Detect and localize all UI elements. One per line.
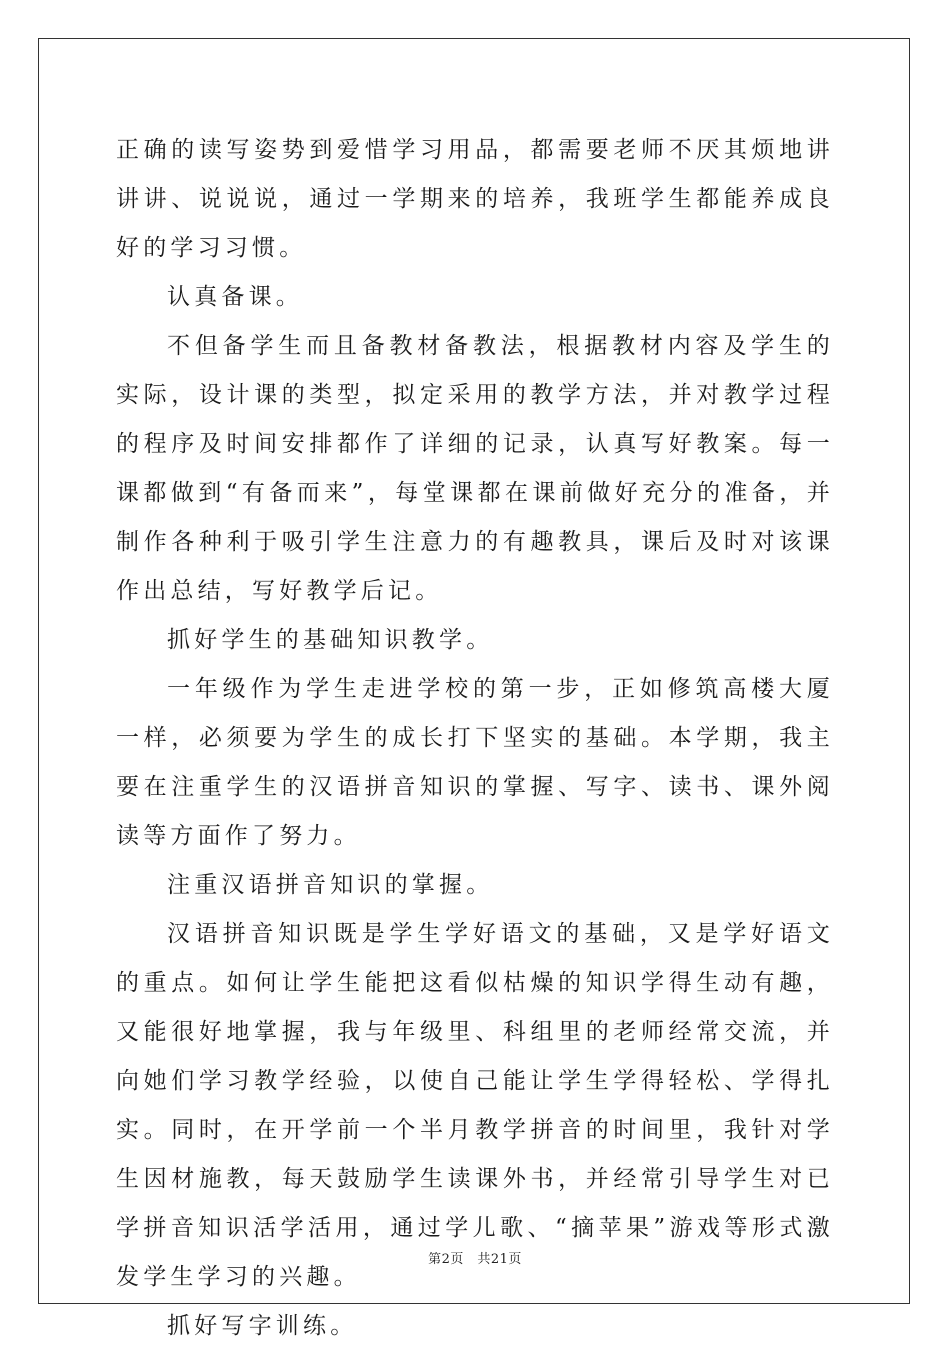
page-number-footer: 第2页 共21页 — [428, 1252, 522, 1267]
paragraph: 正确的读写姿势到爱惜学习用品，都需要老师不厌其烦地讲讲讲、说说说，通过一学期来的培养，我班学生都能养成良好的学习习惯。 — [116, 137, 834, 261]
section-heading: 认真备课。 — [167, 284, 303, 310]
paragraph: 汉语拼音知识既是学生学好语文的基础，又是学好语文的重点。如何让学生能把这看似枯燥的知识学得生动有趣，又能很好地掌握，我与年级里、科组里的老师经常交流，并向她们学习教学经验，以使自己能让学生学得轻松、学得扎实。同时，在开学前一个半月教学拼音的时间里，我针对学生因材施教，每天鼓励学生读课外书，并经常引导学生对已学拼音知识活学活用，通过学儿歌、“摘苹果”游戏等形式激发学生学习的兴趣。 — [116, 921, 834, 1290]
section-heading: 抓好写字训练。 — [167, 1313, 358, 1339]
section-heading: 注重汉语拼音知识的掌握。 — [167, 872, 494, 898]
paragraph: 一年级作为学生走进学校的第一步，正如修筑高楼大厦一样，必须要为学生的成长打下坚实的基础。本学期，我主要在注重学生的汉语拼音知识的掌握、写字、读书、课外阅读等方面作了努力。 — [116, 676, 834, 849]
section-heading: 抓好学生的基础知识教学。 — [167, 627, 494, 653]
paragraph: 不但备学生而且备教材备教法，根据教材内容及学生的实际，设计课的类型，拟定采用的教学方法，并对教学过程的程序及时间安排都作了详细的记录，认真写好教案。每一课都做到“有备而来”，每堂课都在课前做好充分的准备，并制作各种利于吸引学生注意力的有趣教具，课后及时对该课作出总结，写好教学后记。 — [116, 333, 834, 604]
document-body — [116, 126, 834, 1351]
